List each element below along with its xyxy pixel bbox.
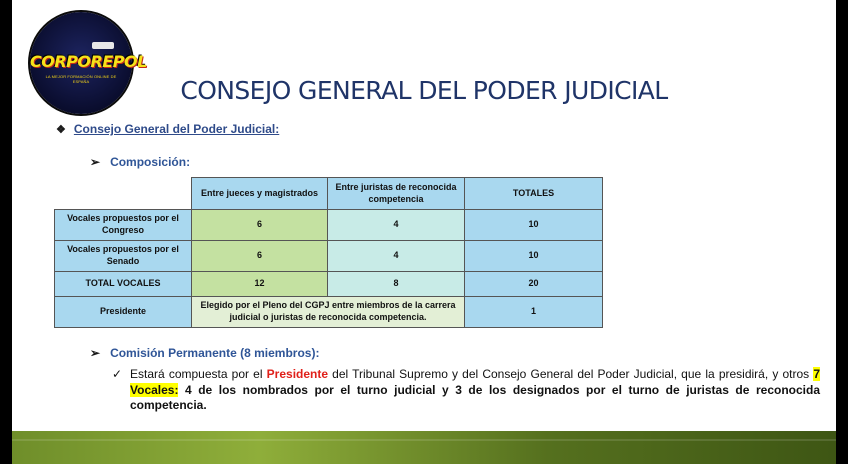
- section-heading: [56, 122, 279, 136]
- permanent-commission-heading-text: Comisión Permanente (8 miembros):: [110, 346, 320, 360]
- logo-badge-icon: [92, 42, 114, 49]
- slide-title: CONSEJO GENERAL DEL PODER JUDICIAL: [180, 76, 668, 105]
- table-corner: [55, 178, 192, 210]
- para-text: Estará compuesta por el: [130, 367, 267, 381]
- table-row: [55, 241, 603, 272]
- table-cell-merged: Elegido por el Pleno del CGPJ entre miembros de la carrera judicial o juristas de reconocida competencia.: [192, 297, 465, 328]
- table-cell: 8: [328, 272, 465, 297]
- table-cell: 6: [192, 210, 328, 241]
- table-cell: 4: [328, 241, 465, 272]
- table-header: Entre juristas de reconocida competencia: [328, 178, 465, 210]
- table-cell: 20: [465, 272, 603, 297]
- table-row: [55, 272, 603, 297]
- table-cell: 10: [465, 210, 603, 241]
- table-cell: 6: [192, 241, 328, 272]
- row-label: Presidente: [55, 297, 192, 328]
- slide: [12, 0, 836, 464]
- para-text-bold: 4 de los nombrados por el turno judicial y 3 de los designados por el turno de juristas de reconocida competencia.: [130, 382, 820, 413]
- arrow-bullet-icon: ➢: [90, 155, 101, 169]
- table-row: [55, 210, 603, 241]
- composition-heading: [90, 155, 190, 169]
- diamond-bullet-icon: ❖: [56, 124, 66, 136]
- row-label: Vocales propuestos por el Senado: [55, 241, 192, 272]
- table-header: Entre jueces y magistrados: [192, 178, 328, 210]
- permanent-commission-text: [112, 367, 820, 414]
- footer-bar: [12, 431, 836, 464]
- para-text: del Tribunal Supremo y del Consejo General del Poder Judicial, que la presidirá, y otros: [328, 367, 814, 381]
- composition-heading-text: Composición:: [110, 155, 191, 169]
- composition-table: [54, 177, 603, 328]
- permanent-commission-heading: [90, 346, 319, 360]
- table-cell: 10: [465, 241, 603, 272]
- logo-tagline: LA MEJOR FORMACIÓN ONLINE DE ESPAÑA: [45, 74, 117, 84]
- table-cell: 4: [328, 210, 465, 241]
- para-president: Presidente: [266, 367, 329, 381]
- logo-brand-text: CORPOREPOL: [30, 52, 147, 71]
- checkmark-icon: ✓: [112, 367, 123, 381]
- table-cell: 1: [465, 297, 603, 328]
- section-heading-text: Consejo General del Poder Judicial:: [73, 122, 280, 136]
- footer-stripe: [12, 439, 836, 441]
- para-vocales-highlight: 7 Vocales:: [130, 367, 820, 397]
- row-label: Vocales propuestos por el Congreso: [55, 210, 192, 241]
- table-header: TOTALES: [465, 178, 603, 210]
- arrow-bullet-icon: ➢: [90, 346, 101, 360]
- table-row: [55, 297, 603, 328]
- table-cell: 12: [192, 272, 328, 297]
- row-label: TOTAL VOCALES: [55, 272, 192, 297]
